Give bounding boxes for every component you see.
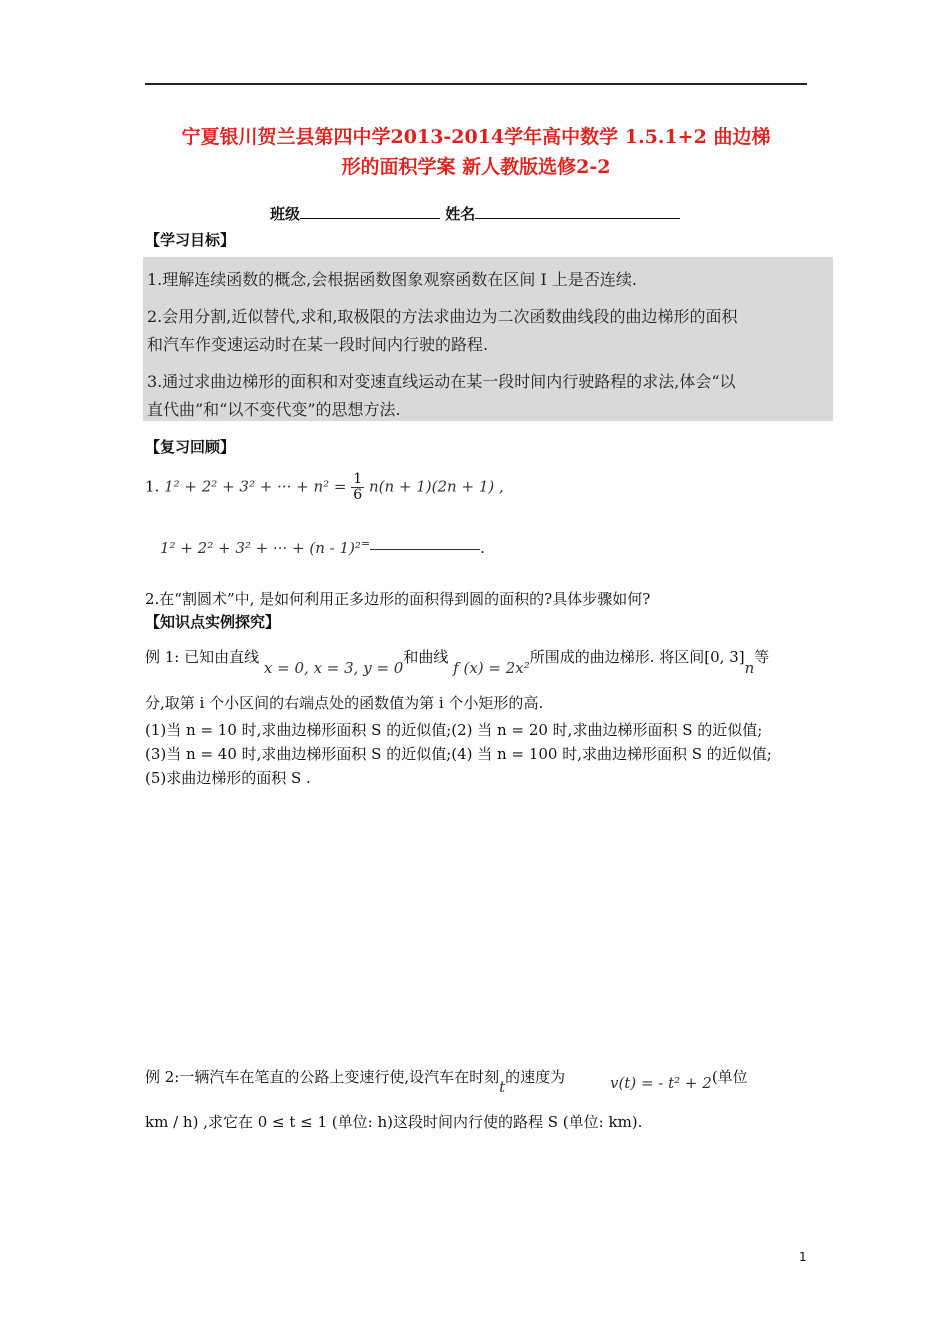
class-blank (300, 203, 440, 219)
goal-line-2: 2.会用分割,近似替代,求和,取极限的方法求曲边为二次函数曲线段的曲边梯形的面积 (147, 307, 738, 326)
ex1-text-c: 所围成的曲边梯形. 将区间[0, 3] (529, 648, 745, 666)
q1b-eq: = (360, 537, 371, 550)
example1-line1 (145, 646, 770, 677)
goals-box (143, 257, 833, 421)
ex2-text-b: 的速度为 (505, 1068, 566, 1086)
q1-frac-den: 6 (353, 487, 363, 503)
example2-line1 (145, 1066, 748, 1096)
example1-line3: (1)当 n = 10 时,求曲边梯形面积 S 的近似值;(2) 当 n = 20 时,求曲边梯形面积 S 的近似值; (145, 721, 763, 739)
ex2-text-a: 例 2:一辆汽车在笔直的公路上变速行使,设汽车在时刻 (145, 1068, 500, 1086)
title-line-1: 宁夏银川贺兰县第四中学2013-2014学年高中数学 1.5.1+2 曲边梯 (181, 126, 771, 148)
header-rule (145, 83, 807, 85)
ex1-n: n (744, 659, 755, 677)
goal-line-3: 和汽车作变速运动时在某一段时间内行驶的路程. (147, 335, 489, 354)
goal-line-5: 直代曲”和“以不变代变”的思想方法. (147, 400, 401, 419)
class-label: 班级 (270, 205, 301, 223)
q1b-sum: 1² + 2² + 3² + ··· + (n - 1)² (160, 539, 361, 557)
ex1-text-d: 等 (754, 648, 770, 666)
example2-line2: km / h) ,求它在 0 ≤ t ≤ 1 (单位: h)这段时间内行使的路程 S (单位: km). (145, 1113, 643, 1131)
title-line-2: 形的面积学案 新人教版选修2-2 (341, 156, 611, 178)
goal-line-4: 3.通过求曲边梯形的面积和对变速直线运动在某一段时间内行驶路程的求法,体会“以 (147, 372, 736, 391)
ex2-t: t (499, 1078, 506, 1096)
q1b-end: . (480, 539, 485, 557)
q1-fraction (351, 472, 364, 503)
ex1-lines: x = 0, x = 3, y = 0 (263, 659, 404, 677)
ex1-curve: f (x) = 2x² (453, 659, 530, 677)
example1-line4: (3)当 n = 40 时,求曲边梯形面积 S 的近似值;(4) 当 n = 100 时,求曲边梯形面积 S 的近似值; (145, 745, 772, 763)
form-row (270, 203, 680, 224)
review-q2: 2.在“割圆术”中, 是如何利用正多边形的面积得到圆的面积的?具体步骤如何? (145, 590, 651, 608)
ex1-text-a: 例 1: 已知由直线 (145, 648, 260, 666)
example1-line5: (5)求曲边梯形的面积 S . (145, 769, 311, 787)
review-q1b (160, 537, 485, 557)
knowledge-heading: 【知识点实例探究】 (145, 613, 281, 631)
ex1-text-b: 和曲线 (403, 648, 449, 666)
name-blank (475, 203, 680, 219)
q1-rhs: n(n + 1)(2n + 1) , (368, 477, 504, 496)
goal-line-1: 1.理解连续函数的概念,会根据函数图象观察函数在区间 I 上是否连续. (147, 270, 637, 289)
ex2-text-c: (单位 (711, 1068, 748, 1086)
ex2-velocity: v(t) = - t² + 2 (609, 1074, 712, 1092)
review-heading: 【复习回顾】 (145, 438, 236, 456)
page-number: 1 (799, 1250, 807, 1264)
q1b-blank (370, 549, 480, 550)
goals-heading: 【学习目标】 (145, 231, 236, 249)
q1-sum: 1² + 2² + 3² + ··· + n² = (164, 477, 347, 496)
q1-frac-num: 1 (353, 471, 363, 487)
example1-line2: 分,取第 i 个小区间的右端点处的函数值为第 i 个小矩形的高. (145, 694, 544, 712)
name-label: 姓名 (445, 205, 476, 223)
review-q1 (145, 472, 504, 503)
q1-number: 1. (145, 477, 160, 496)
